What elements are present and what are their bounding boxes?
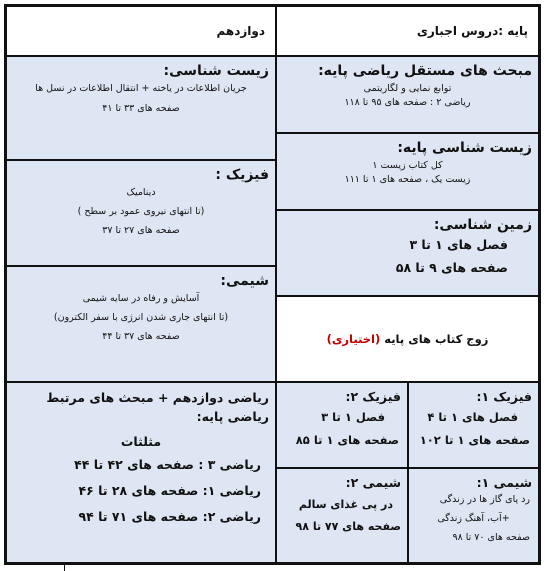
bio-base-cell [276, 133, 539, 210]
phys-line-2: (تا انتهای نیروی عمود بر سطح ) [77, 206, 205, 217]
phys2-cell [276, 382, 408, 468]
even-books-cell [276, 296, 539, 382]
math-base-title: مبحث های مستقل ریاضی پایه: [318, 63, 532, 79]
geo-title: زمین شناسی: [433, 217, 532, 233]
header-right-cell [276, 6, 539, 56]
math12-line-1: ریاضی ۳ : صفحه های ۴۲ تا ۴۴ [74, 457, 261, 472]
math-base-cell [276, 56, 539, 133]
even-books-text: زوج کتاب های پایه [384, 332, 489, 346]
bio-base-line-2: زیست یک ، صفحه های ۱ تا ۱۱۱ [344, 174, 471, 185]
math12-topic: مثلثات [120, 434, 162, 449]
chem2-cell [276, 468, 408, 563]
math-base-line-1: توابع نمایی و لگاریتمی [363, 83, 452, 94]
chem1-line-3: صفحه های ۷۰ تا ۹۸ [452, 532, 530, 543]
math12-line-3: ریاضی ۲: صفحه های ۷۱ تا ۹۴ [78, 509, 261, 524]
bio-title: زیست شناسی: [163, 63, 269, 79]
bio-base-line-1: کل کتاب زیست ۱ [372, 160, 443, 171]
math12-line-2: ریاضی ۱: صفحه های ۲۸ تا ۴۶ [78, 483, 261, 498]
math-base-line-2: ریاضی ۲ : صفحه های ۹۵ تا ۱۱۸ [344, 97, 471, 108]
chem-line-2: (تا انتهای جاری شدن انرژی با سفر الکترون) [53, 312, 229, 323]
chem2-title: شیمی ۲: [345, 475, 401, 490]
geo-line-1: فصل های ۱ تا ۳ [409, 237, 508, 252]
bio-line-1: جریان اطلاعات در یاخته + انتقال اطلاعات در نسل ها [35, 83, 247, 94]
chem-line-3: صفحه های ۳۷ تا ۴۴ [102, 331, 180, 342]
math12-cell [6, 382, 276, 563]
phys1-title: فیزیک ۱: [476, 389, 532, 404]
phys-title: فیزیک : [215, 167, 269, 183]
phys-line-1: دینامیک [126, 187, 156, 198]
phys2-line-1: فصل ۱ تا ۳ [321, 410, 385, 424]
bio-line-2: صفحه های ۳۳ تا ۴۱ [102, 103, 180, 114]
geo-line-2: صفحه های ۹ تا ۵۸ [395, 260, 508, 275]
bottom-divider-tick [64, 565, 65, 571]
even-books-optional: (اختیاری) [326, 332, 381, 346]
chem2-line-1: در پی غذای سالم [298, 498, 393, 511]
chem-title: شیمی: [220, 273, 269, 289]
chem-cell [6, 266, 276, 382]
chem1-cell [408, 468, 539, 563]
chem1-line-1: رد پای گاز ها در زندگی [439, 494, 530, 505]
header-right-text: پایه :دروس اجباری [416, 24, 528, 38]
phys1-cell [408, 382, 539, 468]
phys-cell [6, 160, 276, 266]
chem1-line-2: +آب، آهنگ زندگی [437, 513, 510, 524]
phys1-line-2: صفحه های ۱ تا ۱۰۲ [419, 433, 530, 447]
phys2-title: فیزیک ۲: [345, 389, 401, 404]
chem1-title: شیمی ۱: [476, 475, 532, 490]
header-left-cell [6, 6, 276, 56]
bio-base-title: زیست شناسی پایه: [397, 140, 532, 156]
math12-subtitle: ریاضی پایه: [196, 409, 269, 424]
phys1-line-1: فصل های ۱ تا ۴ [427, 410, 518, 424]
chem-line-1: آسایش و رفاه در سایه شیمی [82, 293, 200, 304]
bio-cell [6, 56, 276, 160]
math12-title: ریاضی دوازدهم + مبحث های مرتبط [46, 390, 269, 405]
geo-cell [276, 210, 539, 296]
schedule-table [4, 4, 541, 565]
chem2-line-2: صفحه های ۷۷ تا ۹۸ [295, 520, 401, 533]
header-left-text: دوازدهم [216, 24, 265, 38]
phys2-line-2: صفحه های ۱ تا ۸۵ [295, 433, 399, 447]
phys-line-3: صفحه های ۲۷ تا ۳۷ [102, 225, 180, 236]
